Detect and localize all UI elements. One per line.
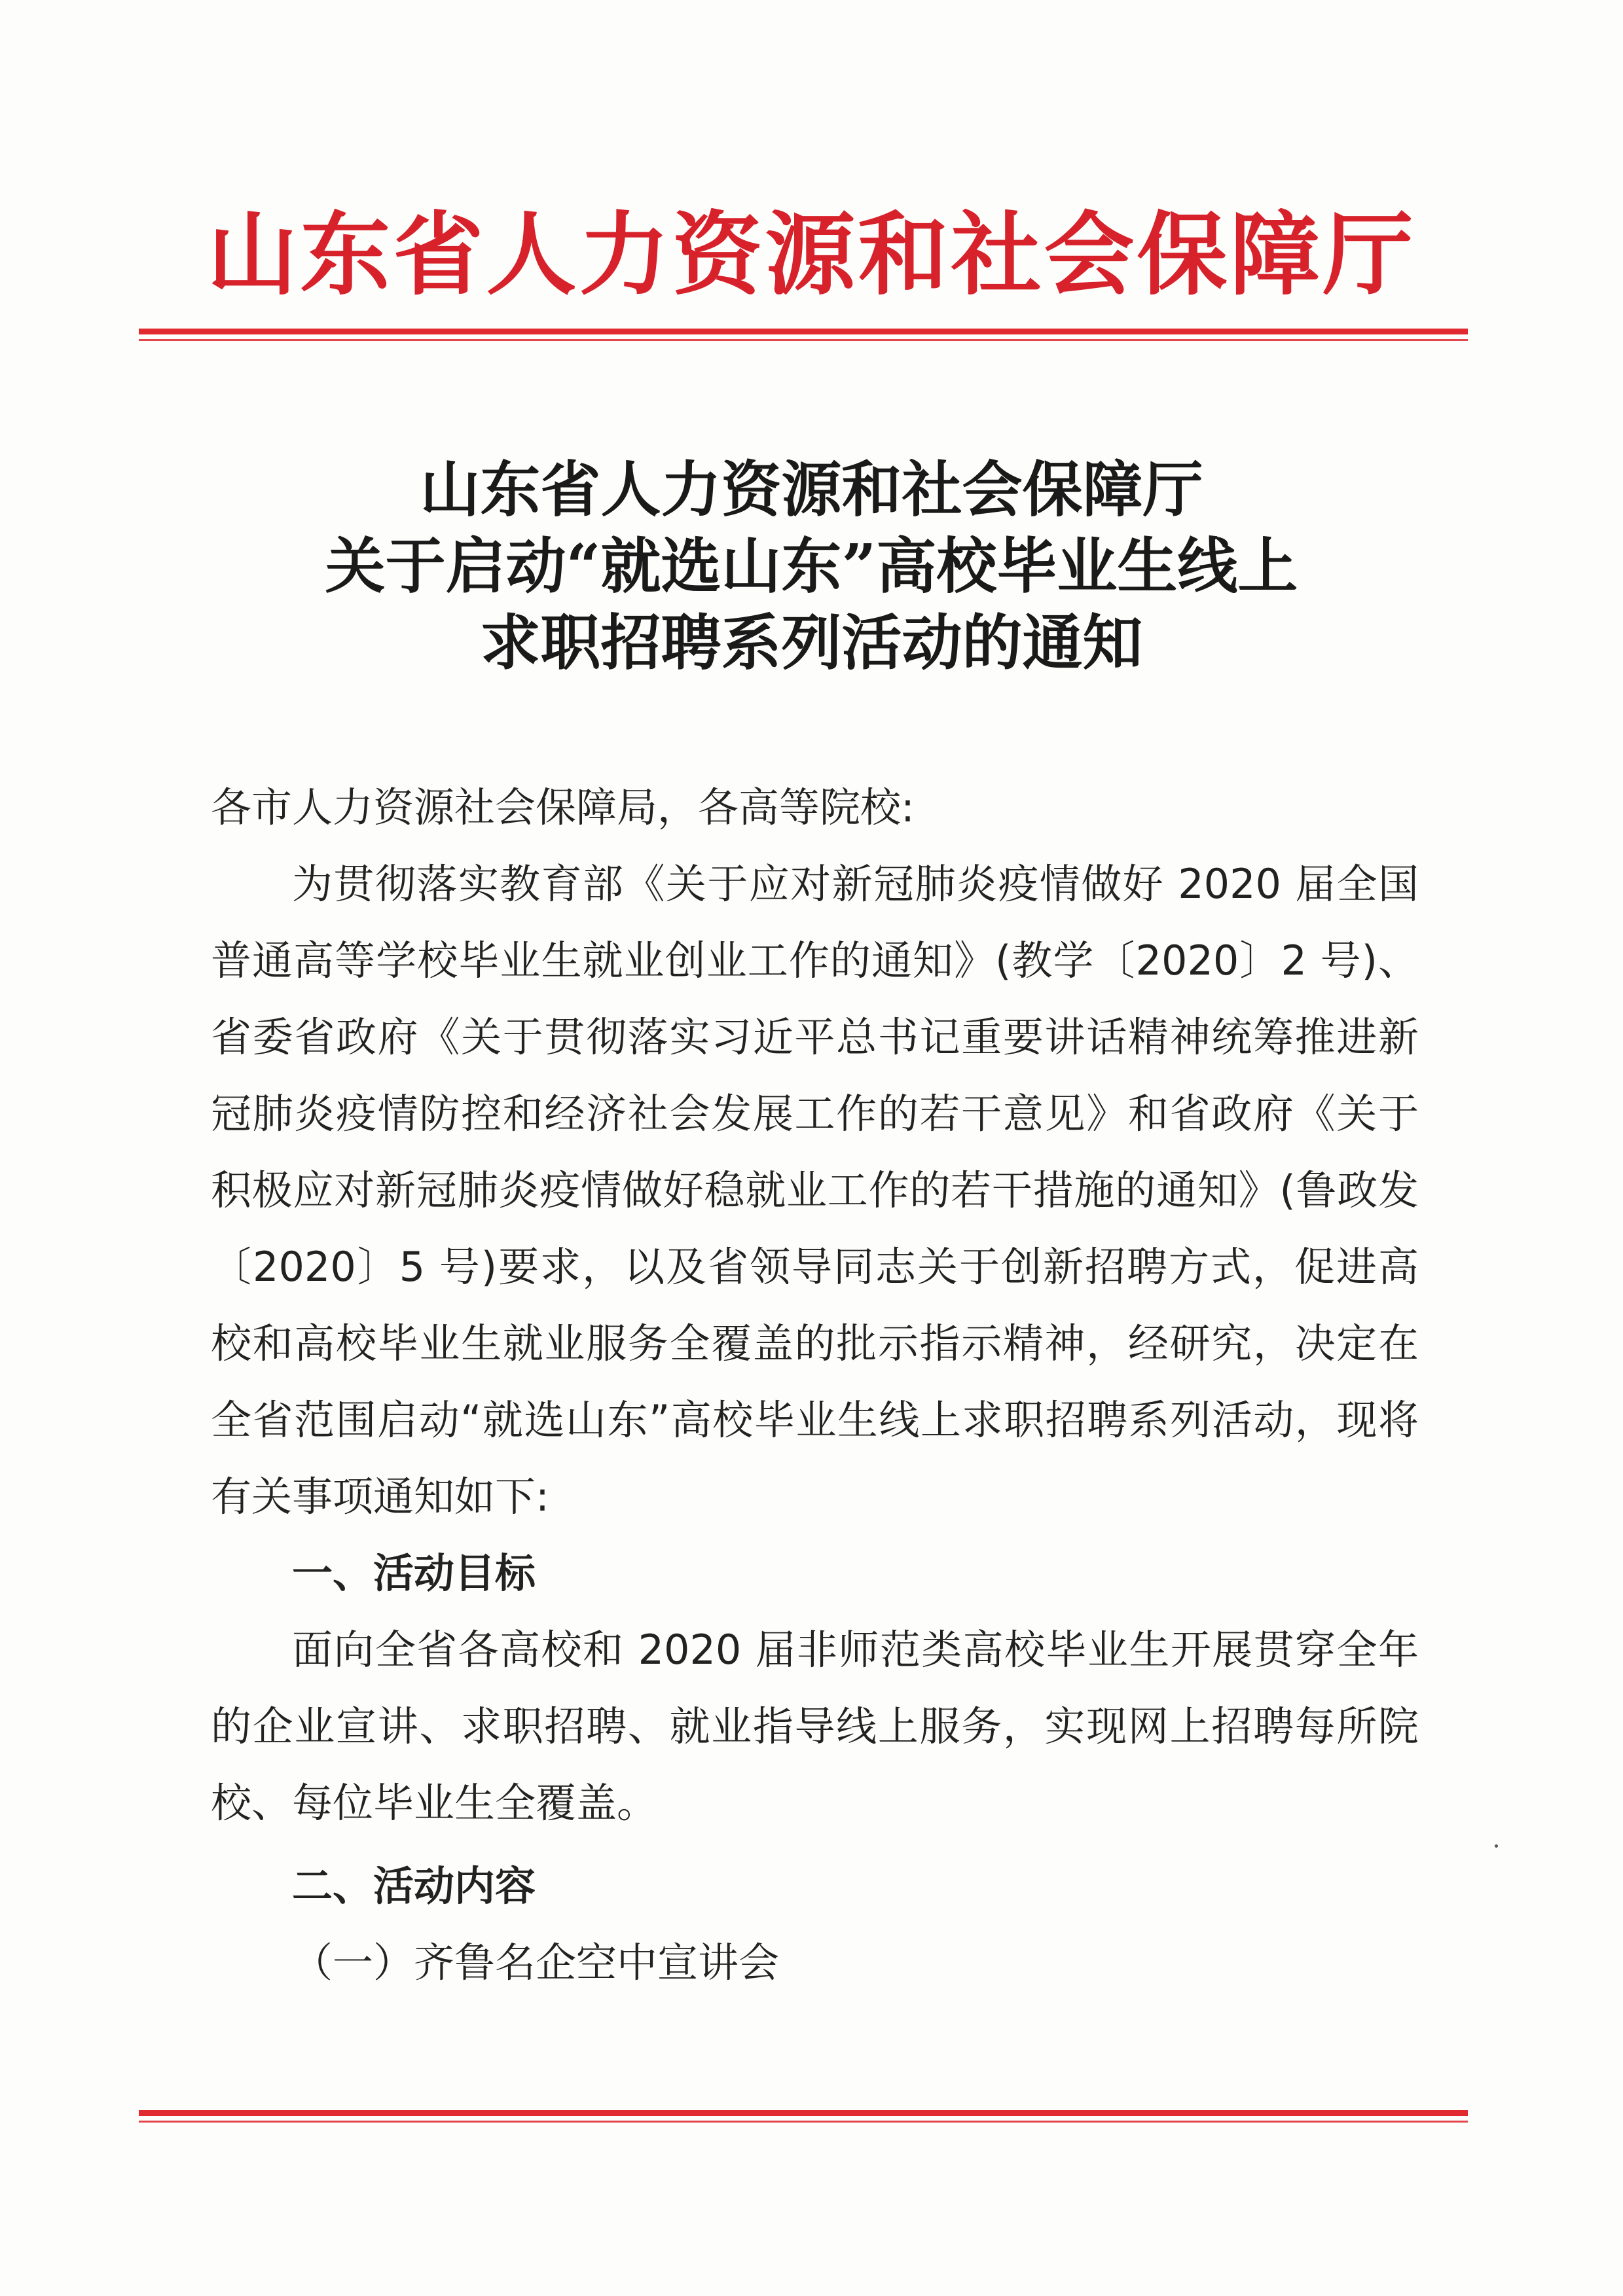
paragraph-gap bbox=[211, 1841, 1419, 1848]
red-rule-thin bbox=[139, 339, 1468, 341]
document-title bbox=[0, 452, 1623, 681]
intro-paragraph: 为贯彻落实教育部《关于应对新冠肺炎疫情做好 2020 届全国普通高等学校毕业生就业创业工作的通知》(教学〔2020〕2 号)、省委省政府《关于贯彻落实习近平总书记重要讲话精神统筹推进新冠肺炎疫情防控和经济社会发展工作的若干意见》和省政府《关于积极应对新冠肺炎疫情做好稳就业工作的若干措施的通知》(鲁政发〔2020〕5 号)要求，以及省领导同志关于创新招聘方式，促进高校和高校毕业生就业服务全覆盖的批示指示精神，经研究，决定在全省范围启动“就选山东”高校毕业生线上求职招聘系列活动，现将有关事项通知如下: bbox=[211, 860, 1419, 1520]
section-1-paragraph: 面向全省各高校和 2020 届非师范类高校毕业生开展贯穿全年的企业宣讲、求职招聘、就业指导线上服务，实现网上招聘每所院校、每位毕业生全覆盖。 bbox=[211, 1626, 1419, 1827]
footer-red-rule bbox=[139, 2110, 1468, 2123]
letterhead-red-rule bbox=[139, 329, 1468, 341]
footer-rule-thick bbox=[139, 2110, 1468, 2116]
document-title-line-1: 山东省人力资源和社会保障厅 bbox=[420, 454, 1203, 525]
letterhead-title: 山东省人力资源和社会保障厅 bbox=[207, 201, 1416, 308]
salutation: 各市人力资源社会保障局，各高等院校: bbox=[211, 783, 915, 831]
section-2-heading: 二、活动内容 bbox=[292, 1862, 536, 1910]
section-1-heading: 一、活动目标 bbox=[292, 1549, 536, 1597]
section-2-subheading-1: （一）齐鲁名企空中宣讲会 bbox=[292, 1939, 780, 1986]
document-body bbox=[211, 769, 1419, 2001]
document-title-line-2: 关于启动“就选山东”高校毕业生线上 bbox=[325, 531, 1298, 601]
footer-rule-thin bbox=[139, 2121, 1468, 2123]
red-rule-thick bbox=[139, 329, 1468, 334]
document-title-line-3: 求职招聘系列活动的通知 bbox=[480, 607, 1143, 678]
scan-speck bbox=[1495, 1844, 1498, 1848]
